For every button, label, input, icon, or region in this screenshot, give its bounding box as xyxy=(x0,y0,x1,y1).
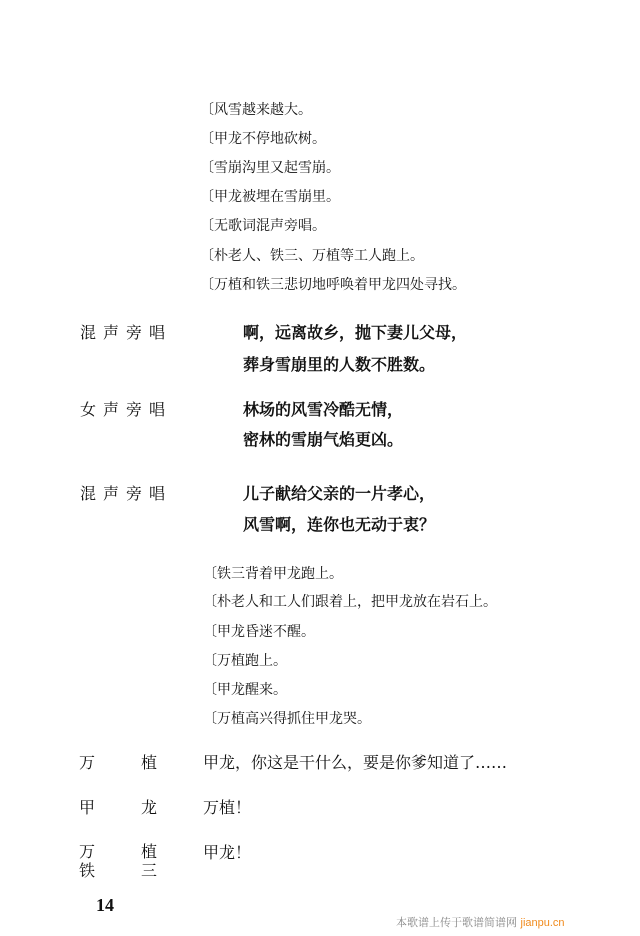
speaker-char: 铁 xyxy=(79,861,96,880)
speaker-char: 甲 xyxy=(79,798,96,817)
stage-direction: 〔甲龙醒来。 xyxy=(203,682,287,698)
speaker-char: 植 xyxy=(141,842,158,861)
dialogue-line: 万植！ xyxy=(203,798,252,817)
speaker-char: 万 xyxy=(79,753,96,772)
lyric-line: 林场的风雪冷酷无情， xyxy=(243,400,404,419)
stage-direction: 〔万植和铁三悲切地呼唤着甲龙四处寻找。 xyxy=(200,277,466,293)
lyric-line: 风雪啊，连你也无动于衷？ xyxy=(243,515,436,534)
speaker-char: 植 xyxy=(141,753,158,772)
stage-direction: 〔铁三背着甲龙跑上。 xyxy=(203,566,343,582)
chorus-role: 混声旁唱 xyxy=(80,484,173,503)
stage-direction: 〔无歌词混声旁唱。 xyxy=(200,218,326,234)
speaker-char: 三 xyxy=(141,861,158,880)
stage-direction: 〔万植跑上。 xyxy=(203,653,287,669)
speaker-char: 龙 xyxy=(141,798,158,817)
watermark-site: jianpu.cn xyxy=(520,917,565,929)
dialogue-line: 甲龙！ xyxy=(203,843,252,862)
stage-direction: 〔雪崩沟里又起雪崩。 xyxy=(200,160,340,176)
stage-direction: 〔朴老人和工人们跟着上，把甲龙放在岩石上。 xyxy=(203,594,497,610)
lyric-line: 啊，远离故乡，抛下妻儿父母， xyxy=(243,323,468,342)
watermark-text: 本歌谱上传于歌谱简谱网 xyxy=(396,916,517,929)
chorus-role: 女声旁唱 xyxy=(80,400,173,419)
stage-direction: 〔风雪越来越大。 xyxy=(200,102,312,118)
speaker-char: 万 xyxy=(79,842,96,861)
stage-direction: 〔万植高兴得抓住甲龙哭。 xyxy=(203,711,371,727)
lyric-line: 密林的雪崩气焰更凶。 xyxy=(243,430,404,449)
stage-direction: 〔甲龙被埋在雪崩里。 xyxy=(200,189,340,205)
lyric-line: 儿子献给父亲的一片孝心， xyxy=(243,484,436,503)
stage-direction: 〔甲龙昏迷不醒。 xyxy=(203,624,315,640)
chorus-role: 混声旁唱 xyxy=(80,323,173,342)
stage-direction: 〔甲龙不停地砍树。 xyxy=(200,131,326,147)
stage-direction: 〔朴老人、铁三、万植等工人跑上。 xyxy=(200,248,424,264)
page-number: 14 xyxy=(96,895,114,915)
lyric-line: 葬身雪崩里的人数不胜数。 xyxy=(243,355,436,374)
watermark xyxy=(396,914,565,930)
dialogue-line: 甲龙，你这是干什么，要是你爹知道了…… xyxy=(203,753,508,772)
